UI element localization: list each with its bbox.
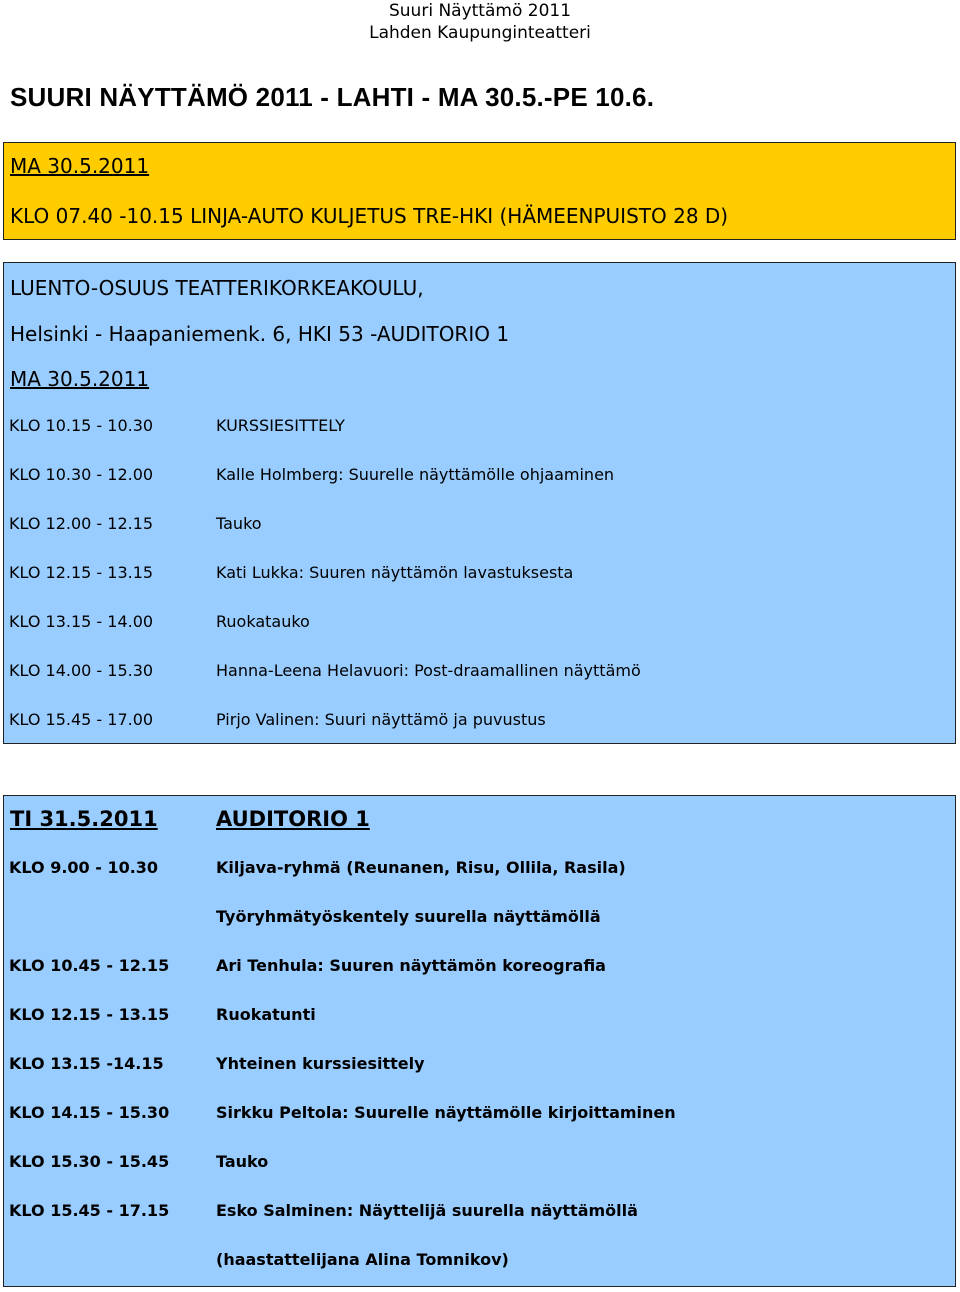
venue-line-1: LUENTO-OSUUS TEATTERIKORKEAKOULU, [10, 276, 424, 300]
row-desc: Esko Salminen: Näyttelijä suurella näyttämöllä [216, 1201, 638, 1220]
row-time: KLO 13.15 -14.15 [9, 1054, 164, 1073]
row-time: KLO 10.15 - 10.30 [9, 416, 154, 435]
tuesday-date: TI 31.5.2011 [10, 807, 158, 831]
tuesday-venue: AUDITORIO 1 [216, 807, 370, 831]
row-desc: Yhteinen kurssiesittely [216, 1054, 425, 1073]
header-line-1: Suuri Näyttämö 2011 [388, 1, 572, 21]
row-time: KLO 14.00 - 15.30 [9, 661, 154, 680]
row-time: KLO 12.15 - 13.15 [9, 563, 154, 582]
row-desc: (haastattelijana Alina Tomnikov) [216, 1250, 509, 1269]
row-desc: Hanna-Leena Helavuori: Post-draamallinen näyttämö [216, 661, 641, 680]
row-desc: Tauko [216, 1152, 269, 1171]
row-desc: Ruokatunti [216, 1005, 316, 1024]
monday-schedule [3, 262, 956, 744]
row-desc: Pirjo Valinen: Suuri näyttämö ja puvustus [216, 710, 546, 729]
row-desc: Sirkku Peltola: Suurelle näyttämölle kirjoittaminen [216, 1103, 676, 1122]
row-time: KLO 12.15 - 13.15 [9, 1005, 170, 1024]
row-desc: Työryhmätyöskentely suurella näyttämöllä [216, 907, 601, 926]
row-time: KLO 9.00 - 10.30 [9, 858, 159, 877]
row-desc: Kiljava-ryhmä (Reunanen, Risu, Ollila, Rasila) [216, 858, 626, 877]
row-desc: KURSSIESITTELY [216, 416, 345, 435]
page-title: SUURI NÄYTTÄMÖ 2011 - LAHTI - MA 30.5.-PE 10.6. [10, 82, 655, 112]
row-time: KLO 10.45 - 12.15 [9, 956, 170, 975]
row-time: KLO 15.45 - 17.00 [9, 710, 154, 729]
row-time: KLO 13.15 - 14.00 [9, 612, 154, 631]
header-line-2: Lahden Kaupunginteatteri [369, 23, 591, 43]
row-desc: Kati Lukka: Suuren näyttämön lavastuksesta [216, 563, 574, 582]
row-time: KLO 10.30 - 12.00 [9, 465, 154, 484]
transport-box [3, 142, 956, 240]
row-desc: Ari Tenhula: Suuren näyttämön koreografia [216, 956, 606, 975]
row-desc: Tauko [216, 514, 262, 533]
row-time: KLO 15.45 - 17.15 [9, 1201, 170, 1220]
row-time: KLO 15.30 - 15.45 [9, 1152, 170, 1171]
transport-date: MA 30.5.2011 [10, 154, 150, 178]
bus-transport: KLO 07.40 -10.15 LINJA-AUTO KULJETUS TRE-HKI (HÄMEENPUISTO 28 D) [10, 204, 729, 228]
tuesday-schedule [3, 795, 956, 1287]
venue-line-2: Helsinki - Haapaniemenk. 6, HKI 53 -AUDITORIO 1 [10, 322, 510, 346]
row-time: KLO 14.15 - 15.30 [9, 1103, 170, 1122]
monday-date: MA 30.5.2011 [10, 367, 150, 391]
row-desc: Kalle Holmberg: Suurelle näyttämölle ohjaaminen [216, 465, 615, 484]
row-time: KLO 12.00 - 12.15 [9, 514, 154, 533]
row-desc: Ruokatauko [216, 612, 310, 631]
